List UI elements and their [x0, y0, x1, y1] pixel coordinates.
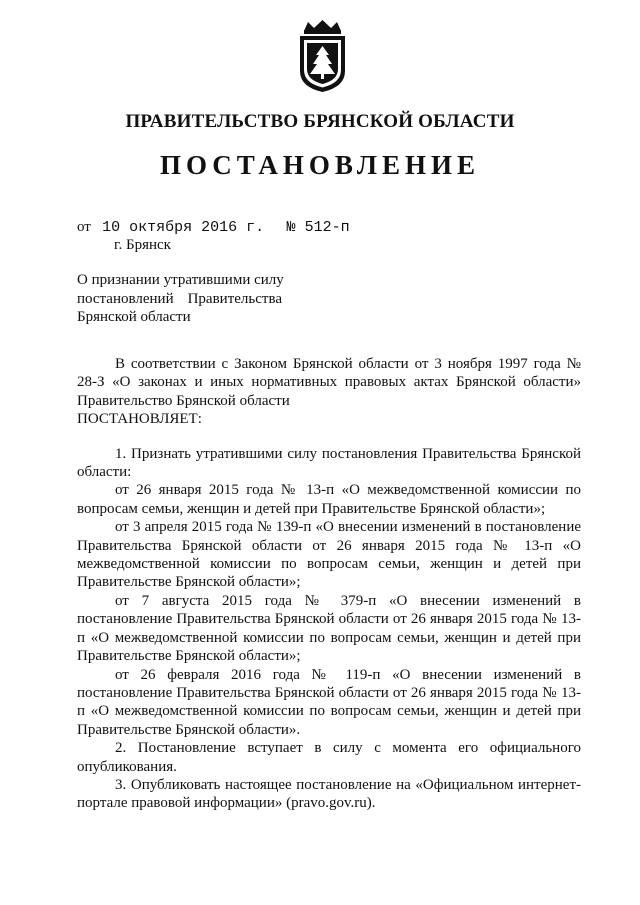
coat-of-arms-icon	[296, 19, 349, 93]
document-type: ПОСТАНОВЛЕНИЕ	[159, 150, 481, 180]
preamble-paragraph: В соответствии с Законом Брянской области от 3 ноября 1997 года № 28-З «О законах и иных нормативных правовых актах Брянской области» Правительство Брянской области	[77, 356, 581, 409]
organization-name: ПРАВИТЕЛЬСТВО БРЯНСКОЙ ОБЛАСТИ	[125, 111, 515, 132]
item-1a-paragraph: от 26 января 2015 года № 13-п «О межведомственной комиссии по вопросам семьи, женщин и детей при Правительстве Брянской области»;	[77, 482, 581, 517]
subject-line-2a: постановлений	[77, 290, 174, 307]
document-body	[77, 355, 581, 813]
item-1b-paragraph: от 3 апреля 2015 года № 139-п «О внесении изменений в постановление Правительства Брянской области от 26 января 2015 года № 13-п «О межведомственной комиссии по вопросам семьи, женщин и детей при Правительстве Брянской области»;	[77, 519, 581, 591]
subject-line-2b: Правительства	[187, 290, 282, 307]
city-name: г. Брянск	[114, 237, 171, 253]
document-date: 10 октября 2016 г.	[102, 219, 265, 236]
item-1c-paragraph: от 7 августа 2015 года № 379-п «О внесении изменений в постановление Правительства Брянской области от 26 января 2015 года № 13-п «О межведомственной комиссии по вопросам семьи, женщин и детей при Правительстве Брянской области»;	[77, 592, 581, 665]
decree-word: ПОСТАНОВЛЯЕТ:	[77, 411, 202, 428]
item-1-paragraph: 1. Признать утратившими силу постановления Правительства Брянской области:	[77, 445, 581, 481]
document-number: № 512-п	[286, 219, 350, 236]
subject-line-1: О признании утратившими силу	[77, 272, 284, 288]
item-2-paragraph: 2. Постановление вступает в силу с момента его официального опубликования.	[77, 740, 581, 775]
subject-line-3: Брянской области	[77, 309, 191, 325]
subject-line-2	[77, 290, 284, 309]
date-number-line	[77, 219, 350, 236]
item-1d-paragraph: от 26 февраля 2016 года № 119-п «О внесении изменений в постановление Правительства Брянской области от 26 января 2015 года № 13-п «О межведомственной комиссии по вопросам семьи, женщин и детей при Правительстве Брянской области».	[77, 666, 581, 738]
item-3-paragraph: 3. Опубликовать настоящее постановление на «Официальном интернет-портале правовой информации» (pravo.gov.ru).	[77, 776, 581, 812]
date-prefix: от	[77, 219, 91, 235]
document-subject	[77, 271, 284, 327]
